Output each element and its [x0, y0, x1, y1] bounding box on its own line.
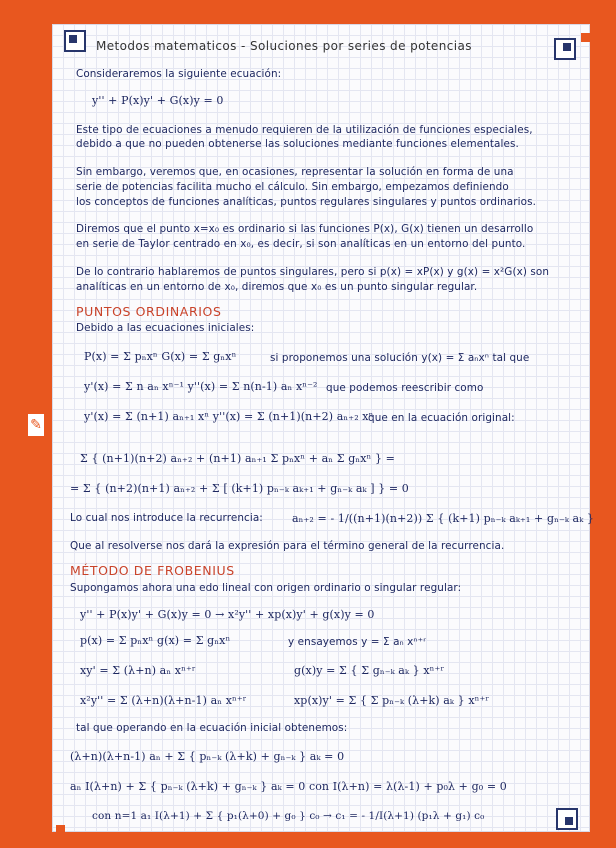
- paragraph-line: Lo cual nos introduce la recurrencia:: [70, 512, 263, 524]
- paragraph-line: De lo contrario hablaremos de puntos singulares, pero si p(x) = xP(x) y g(x) = x²G(x) son: [76, 266, 550, 278]
- paragraph-line: Este tipo de ecuaciones a menudo requieren de la utilización de funciones especiales,: [76, 124, 533, 136]
- paragraph-line: en serie de Taylor centrado en x₀, es decir, si son analíticas en un entorno del punto.: [76, 238, 526, 250]
- equation: p(x) = Σ pₙxⁿ g(x) = Σ gₙxⁿ: [80, 634, 231, 647]
- section-title: MÉTODO DE FROBENIUS: [70, 563, 235, 578]
- section-title: PUNTOS ORDINARIOS: [76, 304, 222, 319]
- equation: g(x)y = Σ { Σ gₙ₋ₖ aₖ } xⁿ⁺ʳ: [294, 664, 445, 677]
- equation: aₙ I(λ+n) + Σ { pₙ₋ₖ (λ+k) + gₙ₋ₖ } aₖ = 0 con I(λ+n) = λ(λ-1) + p₀λ + g₀ = 0: [70, 780, 507, 793]
- paragraph-line: los conceptos de funciones analíticas, puntos regulares singulares y puntos ordinarios.: [76, 196, 536, 208]
- equation: x²y'' = Σ (λ+n)(λ+n-1) aₙ xⁿ⁺ʳ: [80, 694, 247, 707]
- paragraph-line: Diremos que el punto x=x₀ es ordinario si las funciones P(x), G(x) tienen un desarrollo: [76, 223, 534, 235]
- paragraph-line: que podemos reescribir como: [326, 382, 484, 394]
- equation: Σ { (n+1)(n+2) aₙ₊₂ + (n+1) aₙ₊₁ Σ pₙxⁿ + aₙ Σ gₙxⁿ } =: [80, 452, 395, 465]
- equation: y'(x) = Σ (n+1) aₙ₊₁ xⁿ y''(x) = Σ (n+1)(n+2) aₙ₊₂ xⁿ: [84, 410, 374, 423]
- paragraph-line: analíticas en un entorno de x₀, diremos que x₀ es un punto singular regular.: [76, 281, 478, 293]
- paragraph-line: que en la ecuación original:: [368, 412, 515, 424]
- equation: xy' = Σ (λ+n) aₙ xⁿ⁺ʳ: [80, 664, 196, 677]
- equation: y'' + P(x)y' + G(x)y = 0: [92, 94, 224, 107]
- paragraph-line: tal que operando en la ecuación inicial obtenemos:: [76, 722, 348, 734]
- corner-mark-icon: [556, 808, 578, 830]
- paragraph-line: y ensayemos y = Σ aₙ xⁿ⁺ʳ: [288, 636, 427, 648]
- paragraph-line: Debido a las ecuaciones iniciales:: [76, 322, 255, 334]
- paragraph-line: si proponemos una solución y(x) = Σ aₙxⁿ tal que: [270, 352, 530, 364]
- binder-clip-icon: ✎: [26, 412, 46, 438]
- equation: con n=1 a₁ I(λ+1) + Σ { p₁(λ+0) + g₀ } c₀ → c₁ = - 1/I(λ+1) (p₁λ + g₁) c₀: [92, 810, 485, 822]
- paragraph-line: Sin embargo, veremos que, en ocasiones, representar la solución en forma de una: [76, 166, 514, 178]
- equation: xp(x)y' = Σ { Σ pₙ₋ₖ (λ+k) aₖ } xⁿ⁺ʳ: [294, 694, 490, 707]
- square-mark-icon: [581, 33, 590, 42]
- paragraph-line: serie de potencias facilita mucho el cálculo. Sin embargo, empezamos definiendo: [76, 181, 509, 193]
- equation: P(x) = Σ pₙxⁿ G(x) = Σ gₙxⁿ: [84, 350, 237, 363]
- equation: (λ+n)(λ+n-1) aₙ + Σ { pₙ₋ₖ (λ+k) + gₙ₋ₖ } aₖ = 0: [70, 750, 345, 763]
- equation: y'(x) = Σ n aₙ xⁿ⁻¹ y''(x) = Σ n(n-1) aₙ xⁿ⁻²: [84, 380, 318, 393]
- square-mark-icon: [56, 825, 65, 834]
- corner-mark-icon: [64, 30, 86, 52]
- intro-line: Consideraremos la siguiente ecuación:: [76, 68, 282, 80]
- paragraph-line: Supongamos ahora una edo lineal con origen ordinario o singular regular:: [70, 582, 462, 594]
- equation: aₙ₊₂ = - 1/((n+1)(n+2)) Σ { (k+1) pₙ₋ₖ aₖ₊₁ + gₙ₋ₖ aₖ }: [292, 512, 595, 525]
- page-title: Metodos matematicos - Soluciones por series de potencias: [96, 39, 472, 53]
- equation: y'' + P(x)y' + G(x)y = 0 → x²y'' + xp(x)y' + g(x)y = 0: [80, 608, 375, 621]
- paragraph-line: debido a que no pueden obtenerse las soluciones mediante funciones elementales.: [76, 138, 519, 150]
- corner-mark-icon: [554, 38, 576, 60]
- equation: = Σ { (n+2)(n+1) aₙ₊₂ + Σ [ (k+1) pₙ₋ₖ aₖ₊₁ + gₙ₋ₖ aₖ ] } = 0: [70, 482, 409, 495]
- paragraph-line: Que al resolverse nos dará la expresión para el término general de la recurrencia.: [70, 540, 505, 552]
